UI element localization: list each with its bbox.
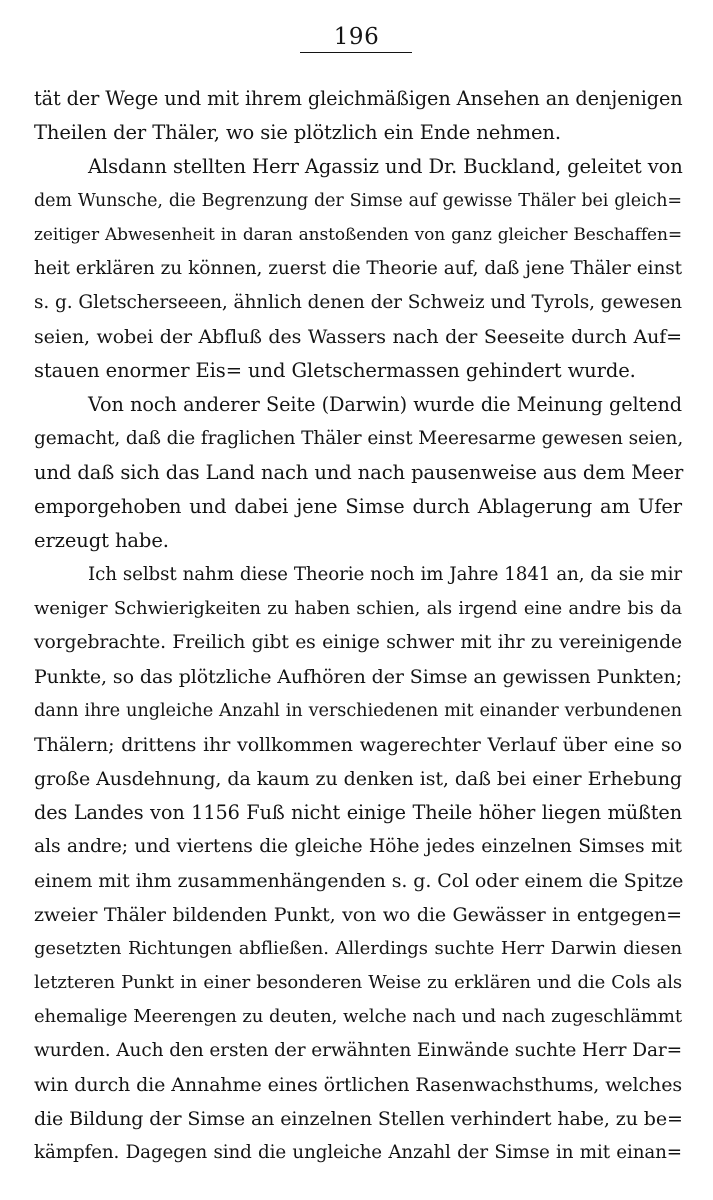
text-line: wurden. Auch den ersten der erwähnten Einwände suchte Herr Dar= [34, 1040, 683, 1061]
text-line: heit erklären zu können, zuerst die Theorie auf, daß jene Thäler einst [34, 258, 682, 279]
text-line: Theilen der Thäler, wo sie plötzlich ein Ende nehmen. [34, 121, 561, 144]
text-line: Punkte, so das plötzliche Aufhören der Simse an gewissen Punkten; [34, 666, 682, 688]
page-number: 196 [333, 24, 380, 50]
text-line: des Landes von 1156 Fuß nicht einige Theile höher liegen müßten [34, 801, 682, 824]
text-line: stauen enormer Eis= und Gletschermassen gehindert wurde. [34, 359, 636, 382]
text-line: seien, wobei der Abfluß des Wassers nach der Seeseite durch Auf= [34, 326, 682, 348]
text-line: Alsdann stellten Herr Agassiz und Dr. Buckland, geleitet von [88, 155, 683, 178]
text-line: Thälern; drittens ihr vollkommen wagerechter Verlauf über eine so [34, 734, 682, 756]
text-line: dann ihre ungleiche Anzahl in verschiedenen mit einander verbundenen [34, 701, 682, 721]
text-line: erzeugt habe. [34, 529, 169, 552]
text-line: als andre; und viertens die gleiche Höhe jedes einzelnen Simses mit [34, 836, 682, 857]
text-line: und daß sich das Land nach und nach pausenweise aus dem Meer [34, 461, 684, 484]
text-line: emporgehoben und dabei jene Simse durch Ablagerung am Ufer [34, 495, 682, 518]
text-line: ehemalige Meerengen zu deuten, welche nach und nach zugeschlämmt [34, 1006, 682, 1027]
text-line: große Ausdehnung, da kaum zu denken ist, daß bei einer Erhebung [34, 768, 682, 790]
text-line: vorgebrachte. Freilich gibt es einige schwer mit ihr zu vereinigende [34, 632, 682, 653]
text-line: win durch die Annahme eines örtlichen Rasenwachsthums, welches [34, 1074, 682, 1096]
text-line: zeitiger Abwesenheit in daran anstoßenden von ganz gleicher Beschaffen= [34, 225, 682, 245]
header-rule [300, 52, 412, 53]
text-line: einem mit ihm zusammenhängenden s. g. Col oder einem die Spitze [34, 870, 684, 892]
text-line: tät der Wege und mit ihrem gleichmäßigen Ansehen an denjenigen [34, 87, 683, 110]
text-line: die Bildung der Simse an einzelnen Stellen verhindert habe, zu be= [34, 1108, 683, 1130]
text-line: dem Wunsche, die Begrenzung der Simse auf gewisse Thäler bei gleich= [34, 191, 682, 211]
text-line: kämpfen. Dagegen sind die ungleiche Anzahl der Simse in mit einan= [34, 1142, 682, 1163]
text-line: s. g. Gletscherseeen, ähnlich denen der Schweiz und Tyrols, gewesen [34, 292, 682, 313]
text-line: gesetzten Richtungen abfließen. Allerdings suchte Herr Darwin diesen [34, 938, 682, 959]
text-line: Von noch anderer Seite (Darwin) wurde die Meinung geltend [88, 393, 682, 416]
text-line: letzteren Punkt in einer besonderen Weise zu erklären und die Cols als [34, 972, 682, 993]
text-line: gemacht, daß die fraglichen Thäler einst Meeresarme gewesen seien, [34, 428, 684, 449]
text-line: weniger Schwierigkeiten zu haben schien, als irgend eine andre bis da [34, 598, 682, 619]
text-line: Ich selbst nahm diese Theorie noch im Jahre 1841 an, da sie mir [88, 564, 682, 585]
text-line: zweier Thäler bildenden Punkt, von wo die Gewässer in entgegen= [34, 904, 682, 926]
